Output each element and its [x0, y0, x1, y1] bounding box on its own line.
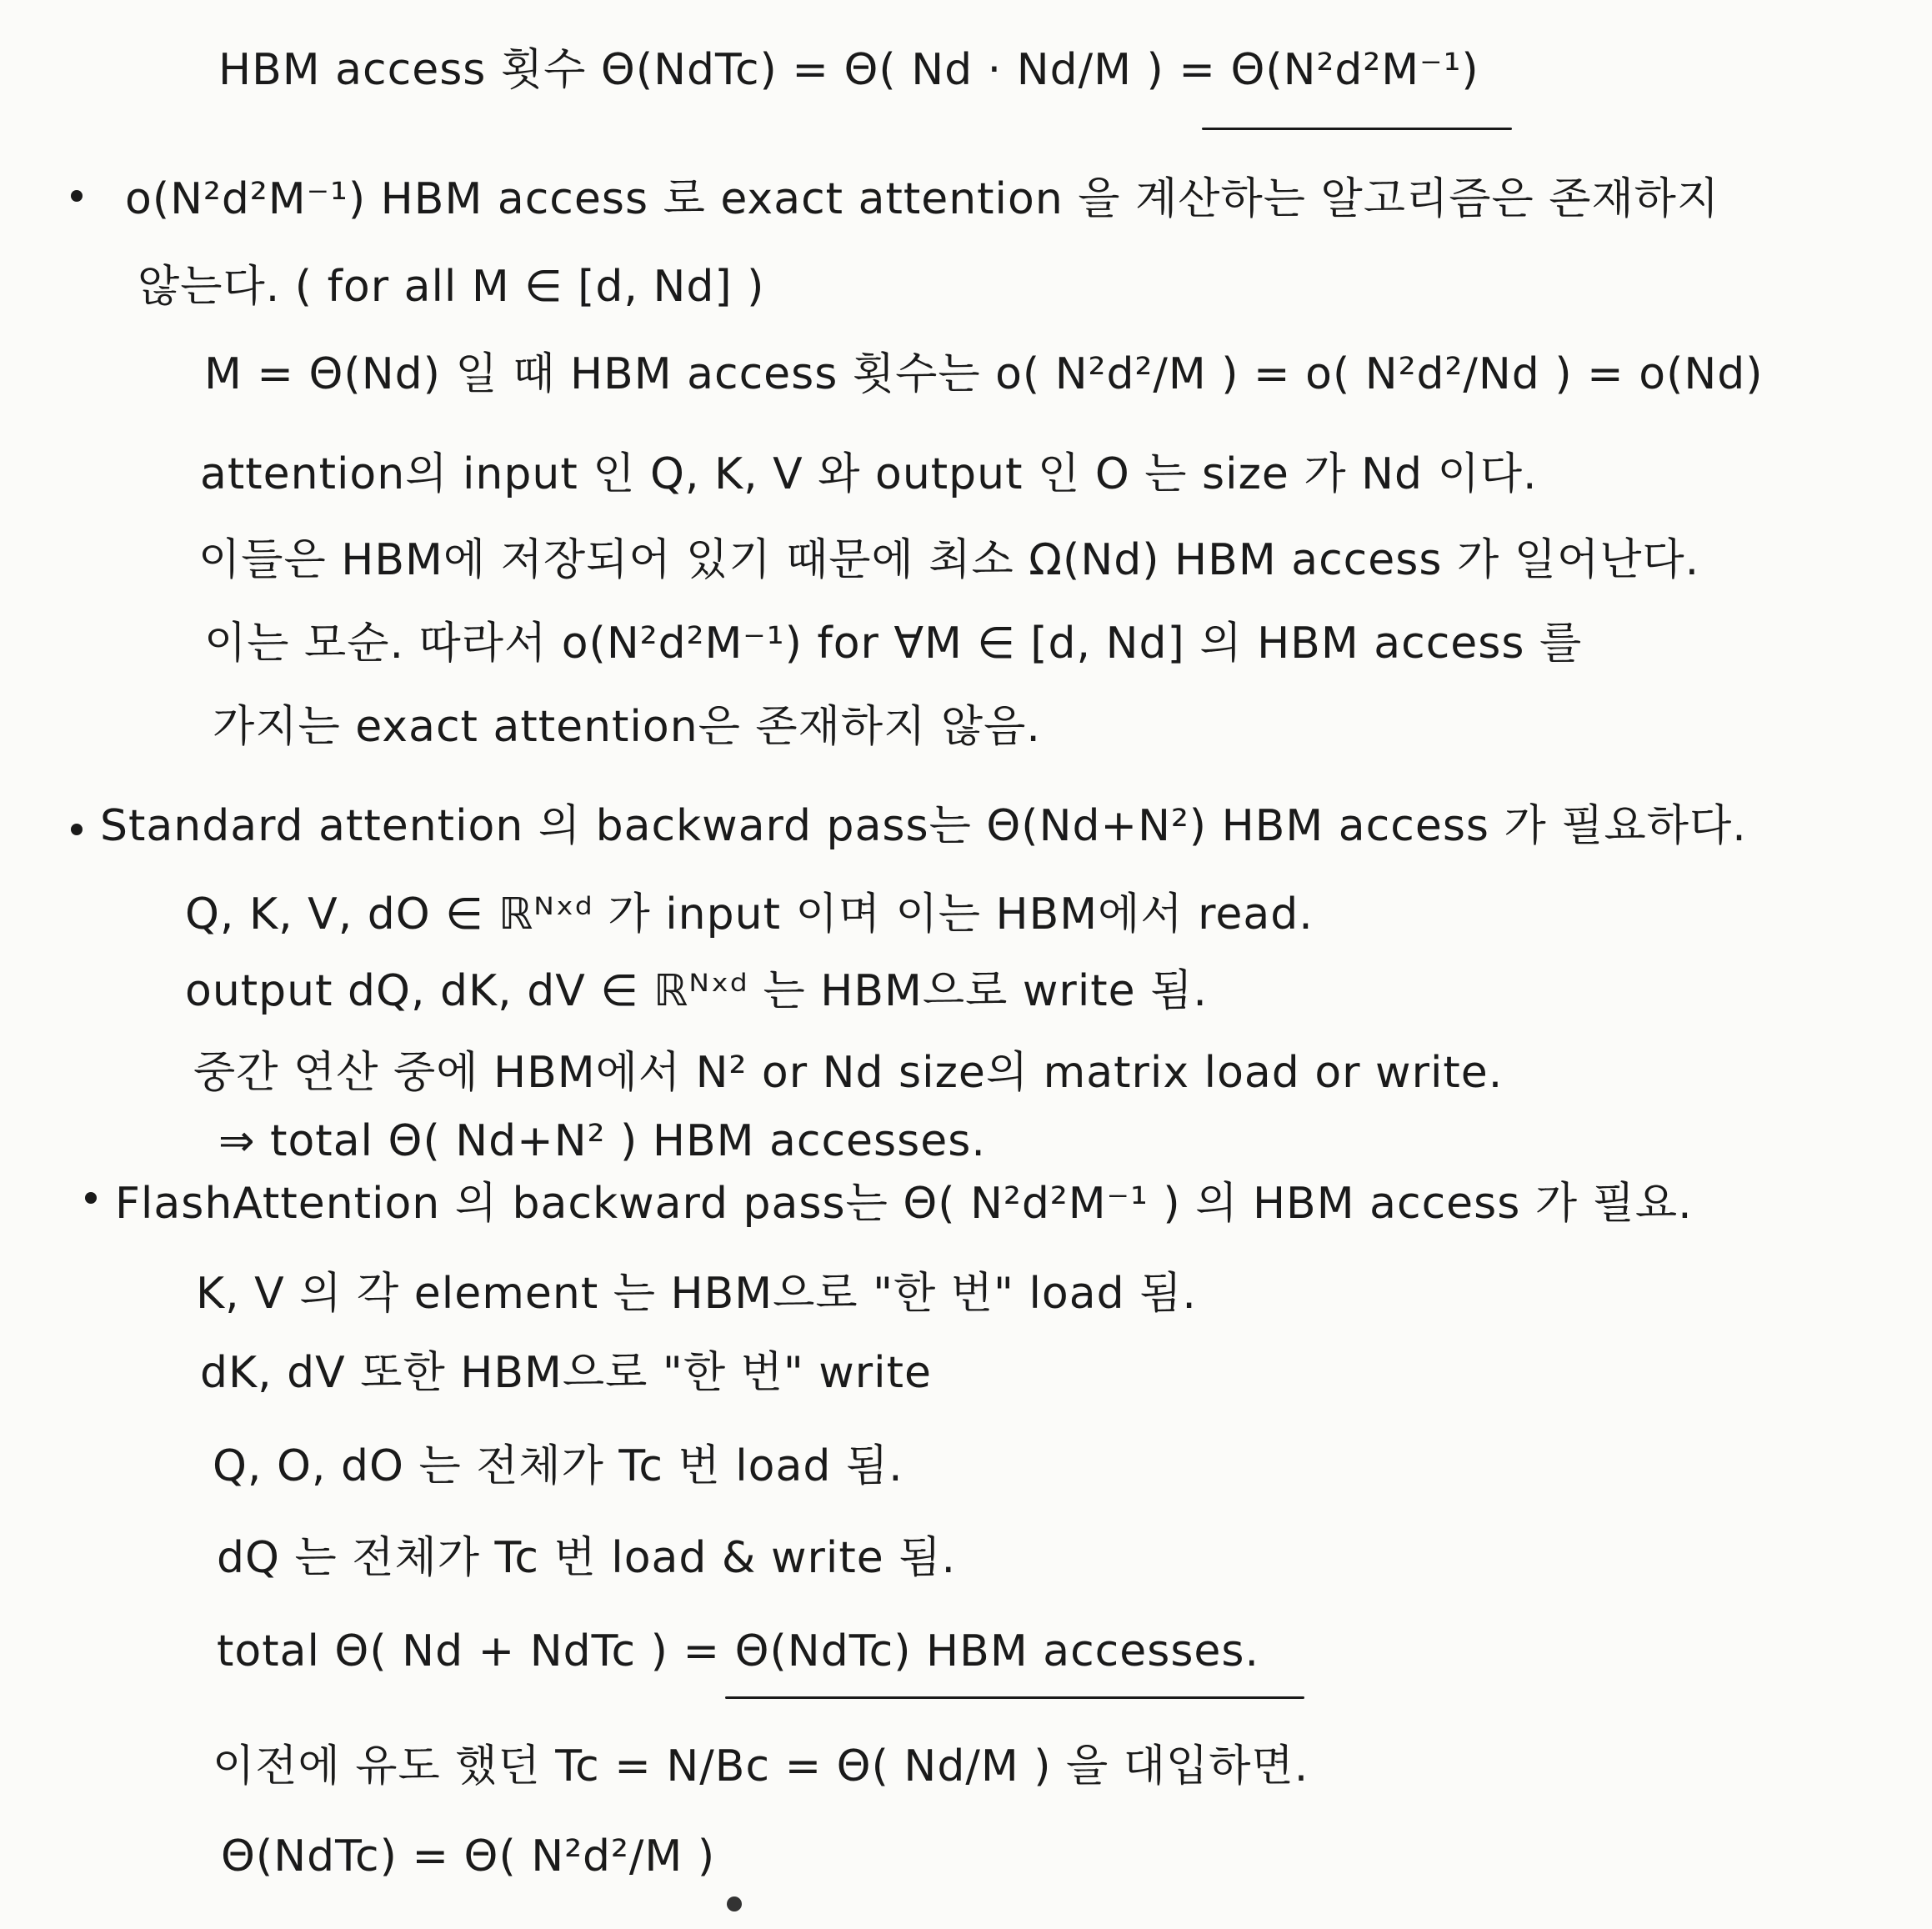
- ink-blot-mark: [727, 1896, 742, 1911]
- note-line-5: attention의 input 인 Q, K, V 와 output 인 O 는 size 가 Nd 이다.: [200, 449, 1538, 499]
- underline-result-2: [725, 1696, 1304, 1699]
- note-line-16: dK, dV 또한 HBM으로 "한 번" write: [200, 1348, 932, 1398]
- note-line-13: ⇒ total Θ( Nd+N² ) HBM accesses.: [218, 1116, 986, 1166]
- note-line-20: 이전에 유도 했던 Tc = N/Bc = Θ( Nd/M ) 을 대입하면.: [213, 1741, 1309, 1791]
- note-line-18: dQ 는 전체가 Tc 번 load & write 됨.: [217, 1533, 957, 1583]
- note-line-17: Q, O, dO 는 전체가 Tc 번 load 됨.: [213, 1441, 903, 1491]
- underline-result-1: [1202, 128, 1512, 130]
- note-line-10: Q, K, V, dO ∈ ℝᴺˣᵈ 가 input 이며 이는 HBM에서 read.: [185, 889, 1314, 939]
- bullet-3: [85, 1192, 97, 1204]
- note-line-6: 이들은 HBM에 저장되어 있기 때문에 최소 Ω(Nd) HBM access 가 일어난다.: [198, 535, 1700, 585]
- note-line-15: K, V 의 각 element 는 HBM으로 "한 번" load 됨.: [196, 1269, 1197, 1319]
- note-line-1: HBM access 횟수 Θ(NdTc) = Θ( Nd · Nd/M ) = Θ(N²d²M⁻¹): [218, 45, 1479, 95]
- note-line-4: M = Θ(Nd) 일 때 HBM access 횟수는 o( N²d²/M ) = o( N²d²/Nd ) = o(Nd): [204, 349, 1764, 399]
- bullet-2: [71, 824, 83, 835]
- note-line-3: 않는다. ( for all M ∈ [d, Nd] ): [138, 262, 765, 312]
- note-line-14: FlashAttention 의 backward pass는 Θ( N²d²M⁻¹ ) 의 HBM access 가 필요.: [115, 1179, 1693, 1229]
- note-line-12: 중간 연산 중에 HBM에서 N² or Nd size의 matrix load or write.: [193, 1048, 1504, 1098]
- note-line-19: total Θ( Nd + NdTc ) = Θ(NdTc) HBM accesses.: [217, 1626, 1260, 1676]
- note-line-11: output dQ, dK, dV ∈ ℝᴺˣᵈ 는 HBM으로 write 됨.: [185, 966, 1208, 1016]
- note-line-7: 이는 모순. 따라서 o(N²d²M⁻¹) for ∀M ∈ [d, Nd] 의 HBM access 를: [204, 619, 1583, 669]
- note-line-2: o(N²d²M⁻¹) HBM access 로 exact attention 을 계산하는 알고리즘은 존재하지: [125, 174, 1720, 224]
- note-line-21: Θ(NdTc) = Θ( N²d²/M ): [221, 1831, 716, 1881]
- note-line-8: 가지는 exact attention은 존재하지 않음.: [213, 702, 1041, 752]
- bullet-1: [71, 190, 83, 202]
- note-line-9: Standard attention 의 backward pass는 Θ(Nd+N²) HBM access 가 필요하다.: [100, 801, 1747, 851]
